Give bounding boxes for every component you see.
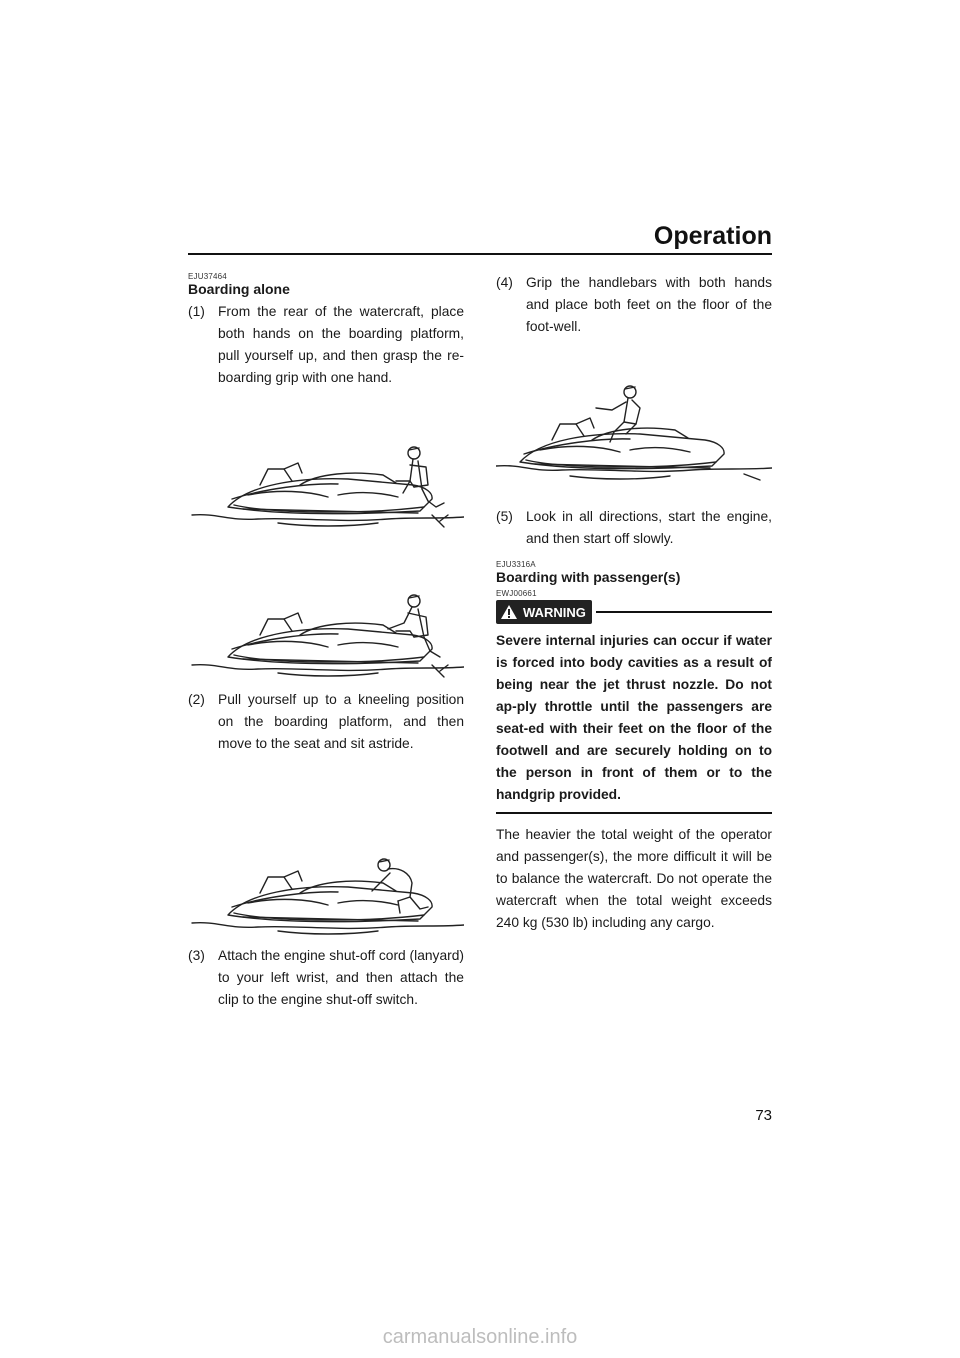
left-column — [188, 272, 464, 1011]
watercraft-illustration-seated — [496, 338, 772, 506]
right-column — [496, 272, 772, 934]
step-text: Attach the engine shut-off cord (lanyard) to your left wrist, and then attach the clip to the engine shut-off switch. — [218, 948, 464, 1007]
step-number: (3) — [188, 948, 205, 963]
warning-triangle-icon — [500, 604, 518, 620]
step-number: (1) — [188, 304, 205, 319]
section-heading: Boarding alone — [188, 281, 290, 297]
step-number: (2) — [188, 692, 205, 707]
step-number: (5) — [496, 509, 513, 524]
step-2 — [188, 689, 464, 755]
watercraft-illustration-kneeling — [188, 755, 464, 945]
warning-bottom-rule — [496, 812, 772, 814]
step-4 — [496, 272, 772, 338]
page-number: 73 — [755, 1107, 772, 1124]
step-1 — [188, 301, 464, 389]
step-number: (4) — [496, 275, 513, 290]
warning-rule — [596, 611, 772, 613]
header-rule — [188, 253, 772, 255]
section-code: EJU37464 — [188, 272, 227, 281]
warning-label: WARNING — [523, 604, 586, 620]
watercraft-illustration-grip — [188, 539, 464, 689]
step-5 — [496, 506, 772, 550]
watercraft-illustration-platform — [188, 389, 464, 539]
warning-text: Severe internal injuries can occur if water is forced into body cavities as a result of being near the jet thrust nozzle. Do not ap-ply throttle until the passengers are seat-ed with their feet on the floor of the footwell and are securely holding on to the person in front of them or to the handgrip provided. — [496, 633, 772, 802]
step-3 — [188, 945, 464, 1011]
step-text: Grip the handlebars with both hands and place both feet on the floor of the foot-well. — [526, 275, 772, 334]
section-code: EJU3316A — [496, 560, 536, 569]
warning-code: EWJ00661 — [496, 589, 537, 598]
footer-watermark: carmanualsonline.info — [382, 1326, 578, 1348]
warning-header — [496, 600, 772, 624]
section-heading: Boarding with passenger(s) — [496, 569, 681, 585]
warning-badge — [496, 600, 592, 624]
body-paragraph: The heavier the total weight of the operator and passenger(s), the more difficult it will be to balance the watercraft. Do not operate the watercraft when the total weight exceeds 240 kg (530 lb) including any cargo. — [496, 827, 772, 930]
step-text: Pull yourself up to a kneeling position on the boarding platform, and then move to the seat and sit astride. — [218, 692, 464, 751]
step-text: From the rear of the watercraft, place both hands on the boarding platform, pull yourself up, and then grasp the re-boarding grip with one hand. — [218, 304, 464, 385]
page-title: Operation — [653, 222, 772, 250]
step-text: Look in all directions, start the engine, and then start off slowly. — [526, 509, 772, 546]
